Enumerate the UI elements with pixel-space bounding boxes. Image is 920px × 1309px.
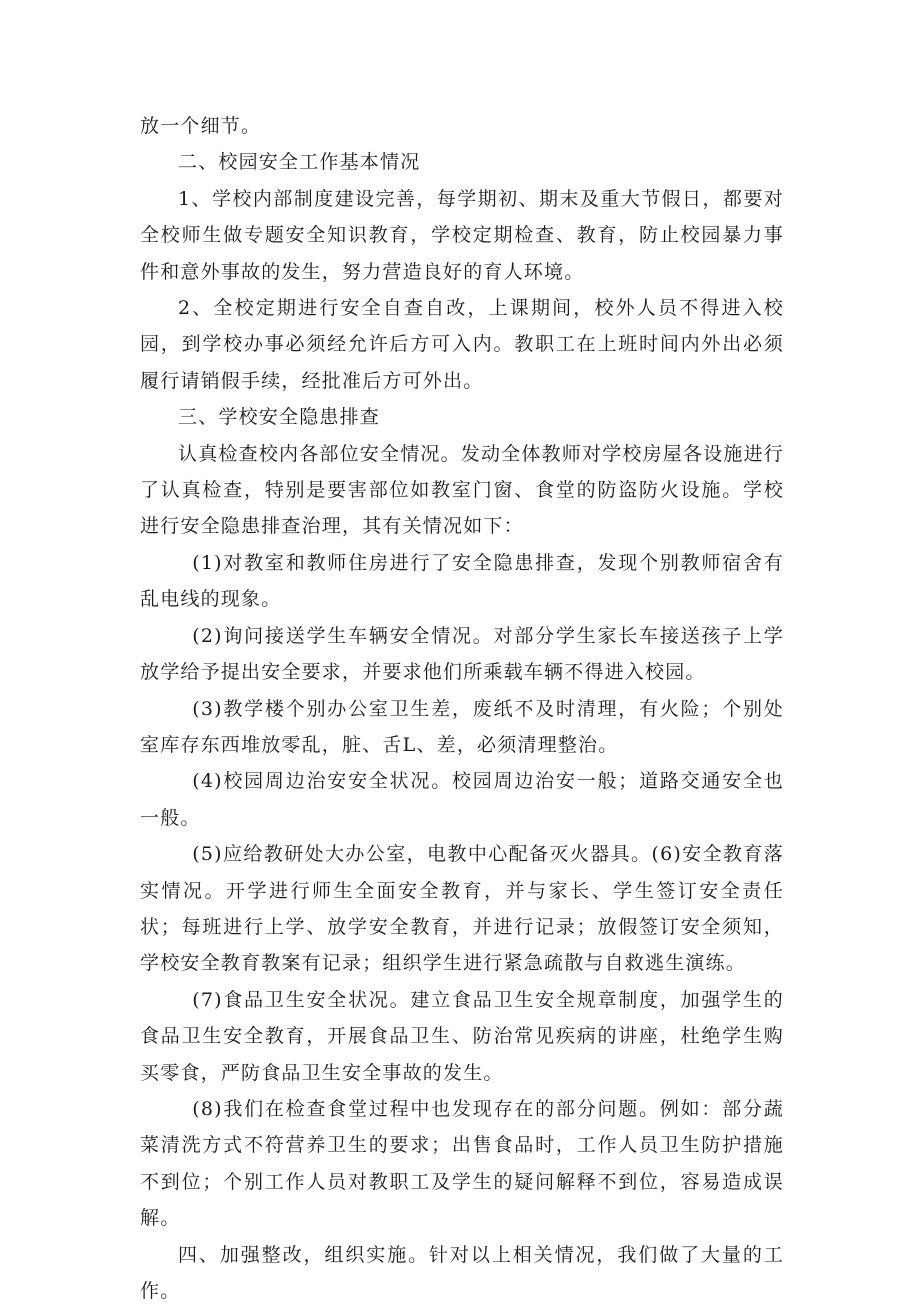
- paragraph-item-1: 1、学校内部制度建设完善，每学期初、期末及重大节假日，都要对全校师生做专题安全知识教育，学校定期检查、教育，防止校园暴力事件和意外事故的发生，努力营造良好的育人环境。: [140, 187, 784, 283]
- section-heading-3: 三、学校安全隐患排查: [178, 406, 381, 429]
- list-item-8: (8)我们在检查食堂过程中也发现存在的部分问题。例如：部分蔬菜清洗方式不符营养卫生的要求；出售食品时，工作人员卫生防护措施不到位；个别工作人员对教职工及学生的疑问解释不到位，容易造成误解。: [140, 1097, 784, 1230]
- section-heading-2: 二、校园安全工作基本情况: [178, 151, 421, 174]
- list-item-4: (4)校园周边治安安全状况。校园周边治安一般；道路交通安全也一般。: [140, 770, 784, 829]
- list-item-1: (1)对教室和教师住房进行了安全隐患排查，发现个别教师宿舍有乱电线的现象。: [140, 551, 784, 611]
- list-item-5-6: (5)应给教研处大办公室，电教中心配备灭火器具。(6)安全教育落实情况。开学进行师生全面安全教育，并与家长、学生签订安全责任状；每班进行上学、放学安全教育，并进行记录；放假签订安全须知，学校安全教育教案有记录；组织学生进行紧急疏散与自救逃生演练。: [140, 843, 784, 975]
- paragraph-inspection-intro: 认真检查校内各部位安全情况。发动全体教师对学校房屋各设施进行了认真检查，特别是要害部位如教室门窗、食堂的防盗防火设施。学校进行安全隐患排查治理，其有关情况如下：: [140, 442, 785, 538]
- list-item-7: (7)食品卫生安全状况。建立食品卫生安全规章制度，加强学生的食品卫生安全教育，开展食品卫生、防治常见疾病的讲座，杜绝学生购买零食，严防食品卫生安全事故的发生。: [140, 988, 784, 1084]
- list-item-2: (2)询问接送学生车辆安全情况。对部分学生家长车接送孩子上学放学给予提出安全要求，并要求他们所乘载车辆不得进入校园。: [140, 624, 784, 684]
- document-body: [140, 108, 784, 1309]
- section-heading-4: 四、加强整改，组织实施。针对以上相关情况，我们做了大量的工作。: [140, 1243, 784, 1302]
- paragraph-item-2: 2、全校定期进行安全自查自改，上课期间，校外人员不得进入校园，到学校办事必须经允许后方可入内。教职工在上班时间内外出必须履行请销假手续，经批准后方可外出。: [140, 297, 784, 392]
- list-item-3: (3)教学楼个别办公室卫生差，废纸不及时清理，有火险；个别处室库存东西堆放零乱，脏、舌L、差，必须清理整治。: [140, 697, 784, 756]
- paragraph-continuation: 放一个细节。: [140, 115, 262, 137]
